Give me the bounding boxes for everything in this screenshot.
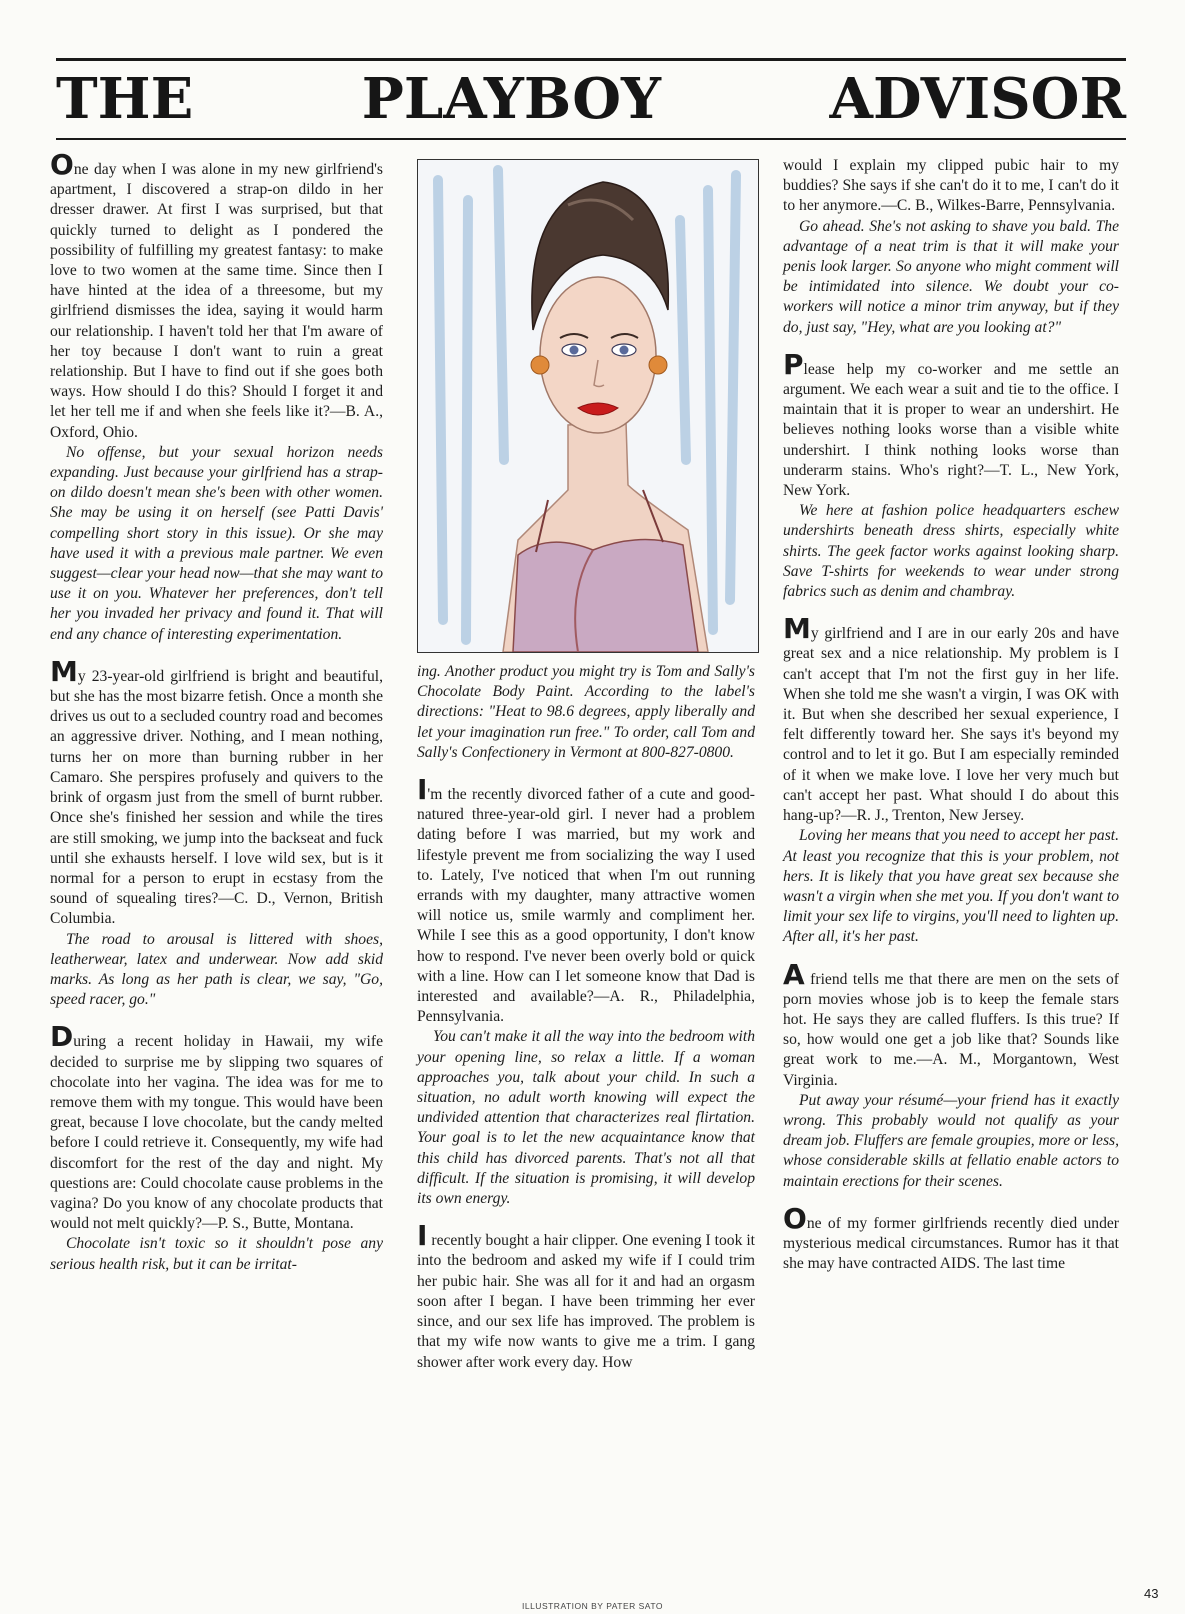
woman-portrait-illustration xyxy=(418,160,758,652)
illustration xyxy=(417,159,759,653)
title-word: PLAYBOY xyxy=(361,66,662,132)
advisor-answer: The road to arousal is littered with shoes, leatherwear, latex and underwear. Now add skid marks. As long as her path is clear, we say, "Go, speed racer, go." xyxy=(50,930,383,1009)
page-title xyxy=(56,64,1126,134)
advisor-answer: You can't make it all the way into the bedroom with your opening line, so relax a little. If a woman approaches you, talk about your child. In such a situation, no adult worth knowing will expect the undivided attention that characterizes real flirtation. Your goal is to let the new acquaintance know that this child has divorced parents. That's not all that difficult. If the situation is promising, it will develop its own energy. xyxy=(417,1028,755,1208)
page-number: 43 xyxy=(1144,1586,1159,1601)
letter-question xyxy=(783,1201,1119,1275)
question-text: y girlfriend and I are in our early 20s and have great sex and a nice relationship. My problem is I can't accept that I'm not the first guy in her life. When she told me she wasn't a virgin, I was OK with it. But when she described her sexual experience, I felt differently toward her. She says it's beyond my control and to let it go. But I am especially reminded of it when we make love. I love her very much but can't accept her past. What should I do about this hang-up?—R. J., Trenton, New Jersey. xyxy=(783,625,1119,825)
letter-question xyxy=(783,957,1119,1091)
column-3 xyxy=(783,156,1119,1274)
question-text: 'm the recently divorced father of a cute and good-natured three-year-old girl. I never had a problem dating before I was married, but my work and lifestyle prevent me from socializing the way I used to. Lately, I've noticed that when I'm out running errands with my daughter, many attractive women will notice us, smile warmly and compliment her. While I see this as a good opportunity, I don't know how to respond. I've never been overly bold or quick with a line. How can I let someone know that Dad is interested and available?—A. R., Philadelphia, Pennsylvania. xyxy=(417,786,755,1026)
question-text: would I explain my clipped pubic hair to my buddies? She says if she can't do it to me, I can't do it to her anymore.—C. B., Wilkes-Barre, Pennsylvania. xyxy=(783,157,1119,215)
drop-cap: M xyxy=(50,654,78,688)
question-text: y 23-year-old girlfriend is bright and beautiful, but she has the most bizarre fetish. Once a month she drives us out to a secluded country road and becomes an aggressive driver. Nothing, and I mean nothing, turns her on more than burning rubber in her Camaro. She perspires profusely and quivers to the brink of orgasm just from the smell of burnt rubber. Once she's finished her session and while the tires are still smoking, we jump into the backseat and fuck until she exhausts herself. I love wild sex, but is it normal for a person to erupt in ecstasy from the sound of squealing tires?—C. D., Vernon, British Columbia. xyxy=(50,667,384,928)
column-2 xyxy=(417,662,755,1373)
advisor-answer: We here at fashion police headquarters eschew undershirts beneath dress shirts, especially white shirts. The geek factor works against looking sharp. Save T-shirts for weekends to wear under strong fabrics such as denim and chambray. xyxy=(783,502,1119,601)
top-rule xyxy=(56,58,1126,61)
letter-question xyxy=(783,347,1119,501)
title-word: THE xyxy=(56,66,194,132)
question-text: ne day when I was alone in my new girlfriend's apartment, I discovered a strap-on dildo in her dresser drawer. At first I was surprised, but that quickly turned to delight as I pondered the possibility of fulfilling my greatest fantasy: to make love to two women at the same time. Since then I have hinted at the idea of a threesome, but my girlfriend dismisses the idea, saying it would harm our relationship. I haven't told her that I'm aware of her toy because I don't want to ruin a great relationship. But I have to find out if she goes both ways. How should I do this? Should I forget it and let her tell me if and when she feels like it?—B. A., Oxford, Ohio. xyxy=(50,161,383,441)
question-text: uring a recent holiday in Hawaii, my wife decided to surprise me by slipping two squares of chocolate into her vagina. The idea was for me to remove them with my tongue. This would have been great, because I love chocolate, but the candy melted before I could retrieve it. Consequently, my wife had discomfort for the rest of the day and night. My questions are: Could chocolate cause problems in the vagina? Do you know of any chocolate products that would not melt quickly?—P. S., Butte, Montana. xyxy=(50,1033,383,1233)
letter-question xyxy=(417,1219,755,1372)
advisor-answer: Chocolate isn't toxic so it shouldn't pose any serious health risk, but it can be irritat- xyxy=(50,1235,383,1273)
column-1 xyxy=(50,148,384,1275)
letter-question xyxy=(417,773,755,1027)
question-text: ne of my former girlfriends recently died under mysterious medical circumstances. Rumor has it that she may have contracted AIDS. The last time xyxy=(783,1214,1119,1273)
drop-cap: D xyxy=(50,1020,74,1054)
drop-cap: O xyxy=(50,148,74,181)
advisor-answer: ing. Another product you might try is Tom and Sally's Chocolate Body Paint. According to the label's directions: "Heat to 98.6 degrees, apply liberally and let your imagination run free." To order, call Tom and Sally's Confectionery in Vermont at 800-827-0800. xyxy=(417,663,755,761)
letter-question xyxy=(783,156,1119,217)
title-rule xyxy=(56,138,1126,140)
letter-question xyxy=(783,612,1119,826)
drop-cap: I xyxy=(417,773,428,807)
illustration-credit: ILLUSTRATION BY PATER SATO xyxy=(521,1601,663,1611)
letter-question xyxy=(50,654,384,930)
question-text: recently bought a hair clipper. One evening I took it into the bedroom and asked my wife if I could trim her pubic hair. She was all for it and had an orgasm soon after I began. I have been trimming her ever since, and our sex life has improved. The problem is that my wife now wants to give me a trim. I gang shower after work every day. How xyxy=(417,1232,755,1371)
drop-cap: O xyxy=(783,1201,807,1235)
drop-cap: I xyxy=(417,1219,428,1253)
drop-cap: M xyxy=(783,612,811,646)
drop-cap: P xyxy=(783,347,804,381)
question-text: lease help my co-worker and me settle an argument. We each wear a suit and tie to the office. I maintain that it is proper to wear an undershirt. He believes nothing looks worse than a visible white undershirt. I think nothing looks worse than underarm stains. Who's right?—T. L., New York, New York. xyxy=(783,360,1119,500)
title-word: ADVISOR xyxy=(829,66,1126,132)
drop-cap: A xyxy=(783,957,805,991)
letter-question xyxy=(50,148,383,443)
advisor-answer: Go ahead. She's not asking to shave you bald. The advantage of a neat trim is that it will make your penis look larger. So anyone who might comment will be intimidated into silence. We doubt your co-workers will notice a minor trim anyway, but if they do, just say, "Hey, what are you looking at?" xyxy=(783,217,1119,336)
advisor-answer: Loving her means that you need to accept her past. At least you recognize that this is your problem, not hers. It is likely that you have great sex because she wasn't a virgin when she met you. If you don't want to limit your sex life to virgins, you'll need to lighten up. After all, it's her past. xyxy=(783,827,1119,946)
advisor-answer: Put away your résumé—your friend has it exactly wrong. This probably would not qualify as your dream job. Fluffers are female groupies, more or less, whose considerable skills at fellatio enable actors to maintain erections for their scenes. xyxy=(783,1091,1119,1190)
advisor-answer: No offense, but your sexual horizon needs expanding. Just because your girlfriend has a strap-on dildo doesn't mean she's been with other women. She may be using it on herself (see Patti Davis' compelling short story in this issue). Or she may have used it with a previous male partner. We even suggest—clear your head now—that she may want to use it on you. Whatever her preferences, don't tell her you invaded her privacy and found it. That will end any chance of interesting experimentation. xyxy=(50,443,383,643)
letter-question xyxy=(50,1020,383,1234)
question-text: friend tells me that there are men on the sets of porn movies whose job is to keep the female stars hot. He says they are called fluffers. Is this true? If so, how would one get a job like that? Sounds like great work to me.—A. M., Morgantown, West Virginia. xyxy=(783,970,1119,1089)
